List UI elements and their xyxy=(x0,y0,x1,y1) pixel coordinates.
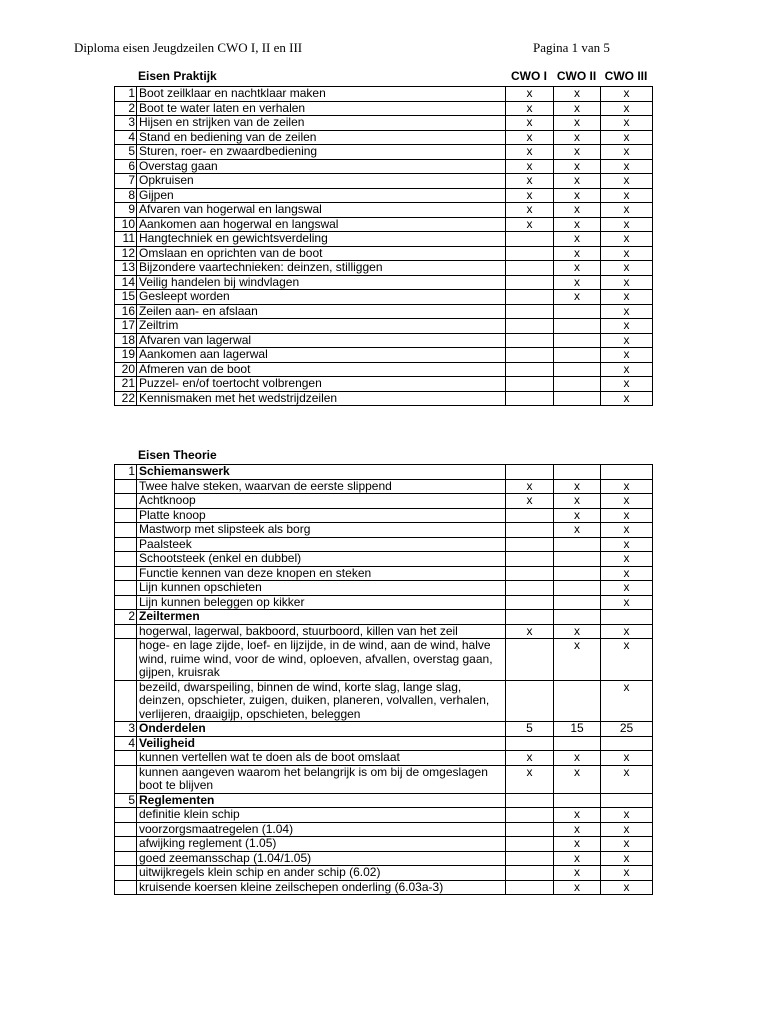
table-row xyxy=(115,188,653,203)
row-description: Veiligheid xyxy=(137,736,506,751)
row-description: Lijn kunnen opschieten xyxy=(137,581,506,596)
cwo1-cell: x xyxy=(506,217,554,232)
cwo3-cell: x xyxy=(601,290,653,305)
row-number: 4 xyxy=(115,736,137,751)
cwo2-cell: x xyxy=(554,130,601,145)
table-row xyxy=(115,377,653,392)
cwo3-cell: x xyxy=(601,130,653,145)
cwo1-cell xyxy=(506,793,554,808)
cwo3-cell: x xyxy=(601,159,653,174)
cwo2-cell: x xyxy=(554,808,601,823)
cwo1-cell xyxy=(506,808,554,823)
row-number xyxy=(115,680,137,722)
table-row xyxy=(115,479,653,494)
cwo2-cell: x xyxy=(554,174,601,189)
cwo3-cell: x xyxy=(601,822,653,837)
row-number: 2 xyxy=(115,610,137,625)
table-row xyxy=(115,610,653,625)
table-row xyxy=(115,793,653,808)
table-row xyxy=(115,822,653,837)
cwo1-cell: x xyxy=(506,188,554,203)
row-number xyxy=(115,880,137,895)
row-number: 3 xyxy=(115,116,137,131)
page-number: Pagina 1 van 5 xyxy=(533,40,610,55)
table-row xyxy=(115,523,653,538)
cwo2-cell xyxy=(554,552,601,567)
cwo3-cell: x xyxy=(601,808,653,823)
cwo3-cell: x xyxy=(601,101,653,116)
row-description: Platte knoop xyxy=(137,508,506,523)
row-number: 19 xyxy=(115,348,137,363)
cwo1-cell: x xyxy=(506,145,554,160)
table-row xyxy=(115,174,653,189)
cwo1-cell: x xyxy=(506,116,554,131)
cwo2-cell: x xyxy=(554,479,601,494)
table-row xyxy=(115,203,653,218)
row-description: Afvaren van lagerwal xyxy=(137,333,506,348)
cwo2-cell: x xyxy=(554,275,601,290)
row-description: Reglementen xyxy=(137,793,506,808)
row-description: Bijzondere vaartechnieken: deinzen, stilliggen xyxy=(137,261,506,276)
cwo2-cell: x xyxy=(554,217,601,232)
cwo3-cell: x xyxy=(601,523,653,538)
row-description: Boot te water laten en verhalen xyxy=(137,101,506,116)
cwo1-cell: x xyxy=(506,479,554,494)
cwo3-cell: x xyxy=(601,333,653,348)
table-row xyxy=(115,217,653,232)
cwo3-cell: x xyxy=(601,116,653,131)
cwo3-cell: x xyxy=(601,304,653,319)
cwo2-cell xyxy=(554,610,601,625)
table-row xyxy=(115,333,653,348)
cwo2-cell: x xyxy=(554,837,601,852)
row-description: Gijpen xyxy=(137,188,506,203)
cwo1-cell xyxy=(506,822,554,837)
row-description: Paalsteek xyxy=(137,537,506,552)
cwo3-cell: x xyxy=(601,479,653,494)
row-description: Hijsen en strijken van de zeilen xyxy=(137,116,506,131)
row-number xyxy=(115,566,137,581)
cwo1-cell xyxy=(506,537,554,552)
table-row xyxy=(115,304,653,319)
cwo1-cell xyxy=(506,362,554,377)
row-number: 12 xyxy=(115,246,137,261)
table-row xyxy=(115,537,653,552)
cwo2-cell: x xyxy=(554,159,601,174)
row-number xyxy=(115,765,137,793)
cwo2-cell: x xyxy=(554,523,601,538)
cwo2-cell: x xyxy=(554,116,601,131)
table-row xyxy=(115,145,653,160)
row-number: 16 xyxy=(115,304,137,319)
cwo2-cell xyxy=(554,566,601,581)
row-description: Zeiltermen xyxy=(137,610,506,625)
table-row xyxy=(115,130,653,145)
cwo2-cell: x xyxy=(554,494,601,509)
cwo1-cell xyxy=(506,566,554,581)
cwo1-cell xyxy=(506,348,554,363)
cwo1-cell xyxy=(506,333,554,348)
cwo2-cell xyxy=(554,537,601,552)
row-number xyxy=(115,508,137,523)
row-number: 1 xyxy=(115,87,137,102)
table-row xyxy=(115,837,653,852)
cwo1-cell xyxy=(506,581,554,596)
cwo3-cell: 25 xyxy=(601,722,653,737)
cwo1-cell: 5 xyxy=(506,722,554,737)
cwo3-cell: x xyxy=(601,145,653,160)
cwo1-cell: x xyxy=(506,203,554,218)
table-row xyxy=(115,87,653,102)
row-number: 15 xyxy=(115,290,137,305)
table-row xyxy=(115,275,653,290)
row-description: hoge- en lage zijde, loef- en lijzijde, in de wind, aan de wind, halve wind, ruime wind, voor de wind, oploeven, afvallen, overstag gaan, gijpen, kruisrak xyxy=(137,639,506,681)
cwo3-cell: x xyxy=(601,391,653,406)
table-row xyxy=(115,581,653,596)
cwo2-cell: x xyxy=(554,145,601,160)
table-row xyxy=(115,290,653,305)
table-row xyxy=(115,595,653,610)
row-description: bezeild, dwarspeiling, binnen de wind, korte slag, lange slag, deinzen, opschieter, zuigen, duiken, planeren, volvallen, verhalen, verlijeren, draaigijp, opschieten, beleggen xyxy=(137,680,506,722)
theorie-heading: Eisen Theorie xyxy=(138,448,217,462)
row-description: voorzorgsmaatregelen (1.04) xyxy=(137,822,506,837)
row-number xyxy=(115,751,137,766)
table-row xyxy=(115,116,653,131)
row-number: 6 xyxy=(115,159,137,174)
row-description: Kennismaken met het wedstrijdzeilen xyxy=(137,391,506,406)
cwo2-cell: x xyxy=(554,508,601,523)
praktijk-heading: Eisen Praktijk xyxy=(138,69,217,83)
cwo2-cell: x xyxy=(554,203,601,218)
row-number: 18 xyxy=(115,333,137,348)
cwo1-cell: x xyxy=(506,87,554,102)
cwo2-cell: x xyxy=(554,290,601,305)
row-number: 9 xyxy=(115,203,137,218)
cwo1-cell: x xyxy=(506,624,554,639)
cwo3-cell: x xyxy=(601,377,653,392)
cwo3-cell: x xyxy=(601,624,653,639)
cwo3-cell: x xyxy=(601,566,653,581)
row-description: Zeilen aan- en afslaan xyxy=(137,304,506,319)
theorie-table xyxy=(114,464,653,895)
row-description: Functie kennen van deze knopen en steken xyxy=(137,566,506,581)
cwo2-cell xyxy=(554,304,601,319)
row-description: Omslaan en oprichten van de boot xyxy=(137,246,506,261)
row-number xyxy=(115,552,137,567)
cwo1-cell xyxy=(506,880,554,895)
cwo1-cell xyxy=(506,866,554,881)
cwo3-cell: x xyxy=(601,232,653,247)
cwo1-cell: x xyxy=(506,765,554,793)
row-number: 20 xyxy=(115,362,137,377)
table-row xyxy=(115,319,653,334)
cwo1-cell xyxy=(506,680,554,722)
row-number: 3 xyxy=(115,722,137,737)
row-description: kunnen aangeven waarom het belangrijk is om bij de omgeslagen boot te blijven xyxy=(137,765,506,793)
cwo2-cell: x xyxy=(554,246,601,261)
cwo1-cell xyxy=(506,523,554,538)
cwo2-cell: 15 xyxy=(554,722,601,737)
cwo3-cell: x xyxy=(601,174,653,189)
cwo1-cell: x xyxy=(506,174,554,189)
cwo3-cell: x xyxy=(601,508,653,523)
praktijk-table xyxy=(114,86,653,406)
row-description: kruisende koersen kleine zeilschepen onderling (6.03a-3) xyxy=(137,880,506,895)
cwo3-cell: x xyxy=(601,581,653,596)
cwo2-cell: x xyxy=(554,232,601,247)
table-row xyxy=(115,736,653,751)
cwo1-cell xyxy=(506,275,554,290)
table-row xyxy=(115,552,653,567)
cwo2-cell: x xyxy=(554,188,601,203)
row-description: uitwijkregels klein schip en ander schip (6.02) xyxy=(137,866,506,881)
cwo2-cell: x xyxy=(554,101,601,116)
cwo3-cell xyxy=(601,736,653,751)
table-row xyxy=(115,101,653,116)
cwo3-cell: x xyxy=(601,866,653,881)
cwo3-cell: x xyxy=(601,203,653,218)
row-description: kunnen vertellen wat te doen als de boot omslaat xyxy=(137,751,506,766)
cwo3-cell: x xyxy=(601,87,653,102)
row-number: 22 xyxy=(115,391,137,406)
row-number xyxy=(115,851,137,866)
cwo3-cell: x xyxy=(601,537,653,552)
cwo3-cell: x xyxy=(601,595,653,610)
row-number xyxy=(115,822,137,837)
row-description: Schiemanswerk xyxy=(137,465,506,480)
row-number xyxy=(115,837,137,852)
cwo1-cell xyxy=(506,851,554,866)
row-description: afwijking reglement (1.05) xyxy=(137,837,506,852)
table-row xyxy=(115,391,653,406)
document-title: Diploma eisen Jeugdzeilen CWO I, II en III xyxy=(74,40,303,55)
row-description: Veilig handelen bij windvlagen xyxy=(137,275,506,290)
row-description: hogerwal, lagerwal, bakboord, stuurboord, killen van het zeil xyxy=(137,624,506,639)
cwo2-cell xyxy=(554,333,601,348)
cwo1-cell xyxy=(506,391,554,406)
row-description: Gesleept worden xyxy=(137,290,506,305)
cwo2-cell: x xyxy=(554,624,601,639)
row-description: Stand en bediening van de zeilen xyxy=(137,130,506,145)
row-number: 5 xyxy=(115,145,137,160)
cwo3-cell xyxy=(601,793,653,808)
cwo1-cell xyxy=(506,837,554,852)
cwo3-cell: x xyxy=(601,246,653,261)
row-number: 21 xyxy=(115,377,137,392)
cwo2-cell: x xyxy=(554,751,601,766)
cwo1-cell xyxy=(506,639,554,681)
cwo3-cell: x xyxy=(601,851,653,866)
row-number xyxy=(115,523,137,538)
cwo1-cell xyxy=(506,246,554,261)
row-description: Boot zeilklaar en nachtklaar maken xyxy=(137,87,506,102)
table-row xyxy=(115,639,653,681)
cwo1-cell: x xyxy=(506,494,554,509)
row-description: Opkruisen xyxy=(137,174,506,189)
cwo2-cell xyxy=(554,581,601,596)
table-row xyxy=(115,362,653,377)
row-number: 13 xyxy=(115,261,137,276)
row-description: Puzzel- en/of toertocht volbrengen xyxy=(137,377,506,392)
row-number: 14 xyxy=(115,275,137,290)
table-row xyxy=(115,851,653,866)
cwo1-cell: x xyxy=(506,101,554,116)
row-number: 11 xyxy=(115,232,137,247)
row-number: 7 xyxy=(115,174,137,189)
table-row xyxy=(115,566,653,581)
table-row xyxy=(115,494,653,509)
col-header-cwo2: CWO II xyxy=(556,69,597,83)
table-row xyxy=(115,465,653,480)
cwo2-cell: x xyxy=(554,851,601,866)
row-description: Hangtechniek en gewichtsverdeling xyxy=(137,232,506,247)
row-description: Afmeren van de boot xyxy=(137,362,506,377)
cwo1-cell xyxy=(506,232,554,247)
row-number: 17 xyxy=(115,319,137,334)
cwo2-cell xyxy=(554,736,601,751)
cwo3-cell: x xyxy=(601,362,653,377)
row-number xyxy=(115,808,137,823)
row-description: Mastworp met slipsteek als borg xyxy=(137,523,506,538)
cwo1-cell xyxy=(506,319,554,334)
cwo2-cell: x xyxy=(554,87,601,102)
cwo1-cell: x xyxy=(506,159,554,174)
row-number: 4 xyxy=(115,130,137,145)
cwo3-cell: x xyxy=(601,680,653,722)
table-row xyxy=(115,348,653,363)
cwo1-cell xyxy=(506,290,554,305)
cwo1-cell: x xyxy=(506,751,554,766)
row-description: Twee halve steken, waarvan de eerste slippend xyxy=(137,479,506,494)
cwo2-cell xyxy=(554,348,601,363)
row-number: 2 xyxy=(115,101,137,116)
table-row xyxy=(115,624,653,639)
row-number xyxy=(115,537,137,552)
cwo2-cell: x xyxy=(554,866,601,881)
cwo1-cell xyxy=(506,552,554,567)
cwo3-cell: x xyxy=(601,494,653,509)
cwo2-cell: x xyxy=(554,765,601,793)
cwo3-cell: x xyxy=(601,275,653,290)
row-description: Aankomen aan lagerwal xyxy=(137,348,506,363)
row-number xyxy=(115,581,137,596)
row-number xyxy=(115,595,137,610)
row-number xyxy=(115,866,137,881)
row-description: Sturen, roer- en zwaardbediening xyxy=(137,145,506,160)
row-description: Afvaren van hogerwal en langswal xyxy=(137,203,506,218)
cwo1-cell xyxy=(506,736,554,751)
cwo2-cell xyxy=(554,319,601,334)
cwo2-cell: x xyxy=(554,261,601,276)
row-description: Lijn kunnen beleggen op kikker xyxy=(137,595,506,610)
table-row xyxy=(115,722,653,737)
row-description: goed zeemansschap (1.04/1.05) xyxy=(137,851,506,866)
row-description: Aankomen aan hogerwal en langswal xyxy=(137,217,506,232)
cwo1-cell xyxy=(506,595,554,610)
cwo3-cell: x xyxy=(601,639,653,681)
cwo1-cell xyxy=(506,610,554,625)
cwo2-cell xyxy=(554,362,601,377)
table-row xyxy=(115,751,653,766)
cwo3-cell xyxy=(601,610,653,625)
row-number: 5 xyxy=(115,793,137,808)
cwo3-cell: x xyxy=(601,217,653,232)
cwo1-cell xyxy=(506,508,554,523)
table-row xyxy=(115,866,653,881)
table-row xyxy=(115,159,653,174)
table-row xyxy=(115,261,653,276)
cwo3-cell: x xyxy=(601,319,653,334)
cwo1-cell: x xyxy=(506,130,554,145)
row-number xyxy=(115,494,137,509)
cwo2-cell: x xyxy=(554,822,601,837)
cwo1-cell xyxy=(506,304,554,319)
cwo2-cell: x xyxy=(554,639,601,681)
cwo2-cell xyxy=(554,391,601,406)
table-row xyxy=(115,880,653,895)
row-number: 1 xyxy=(115,465,137,480)
cwo3-cell: x xyxy=(601,348,653,363)
table-row xyxy=(115,765,653,793)
cwo2-cell xyxy=(554,465,601,480)
cwo2-cell xyxy=(554,680,601,722)
cwo3-cell: x xyxy=(601,552,653,567)
cwo2-cell xyxy=(554,377,601,392)
col-header-cwo3: CWO III xyxy=(604,69,648,83)
col-header-cwo1: CWO I xyxy=(511,69,547,83)
cwo3-cell: x xyxy=(601,880,653,895)
row-description: Overstag gaan xyxy=(137,159,506,174)
table-row xyxy=(115,232,653,247)
cwo3-cell: x xyxy=(601,188,653,203)
row-description: Onderdelen xyxy=(137,722,506,737)
table-row xyxy=(115,808,653,823)
row-number: 8 xyxy=(115,188,137,203)
cwo3-cell: x xyxy=(601,765,653,793)
table-row xyxy=(115,508,653,523)
cwo3-cell xyxy=(601,465,653,480)
cwo1-cell xyxy=(506,261,554,276)
row-description: Schootsteek (enkel en dubbel) xyxy=(137,552,506,567)
cwo2-cell xyxy=(554,595,601,610)
row-number xyxy=(115,479,137,494)
cwo1-cell xyxy=(506,377,554,392)
row-number: 10 xyxy=(115,217,137,232)
cwo2-cell xyxy=(554,793,601,808)
table-row xyxy=(115,680,653,722)
cwo3-cell: x xyxy=(601,751,653,766)
table-row xyxy=(115,246,653,261)
row-description: Zeiltrim xyxy=(137,319,506,334)
row-number xyxy=(115,624,137,639)
cwo1-cell xyxy=(506,465,554,480)
cwo2-cell: x xyxy=(554,880,601,895)
row-description: definitie klein schip xyxy=(137,808,506,823)
row-description: Achtknoop xyxy=(137,494,506,509)
cwo3-cell: x xyxy=(601,261,653,276)
row-number xyxy=(115,639,137,681)
cwo3-cell: x xyxy=(601,837,653,852)
